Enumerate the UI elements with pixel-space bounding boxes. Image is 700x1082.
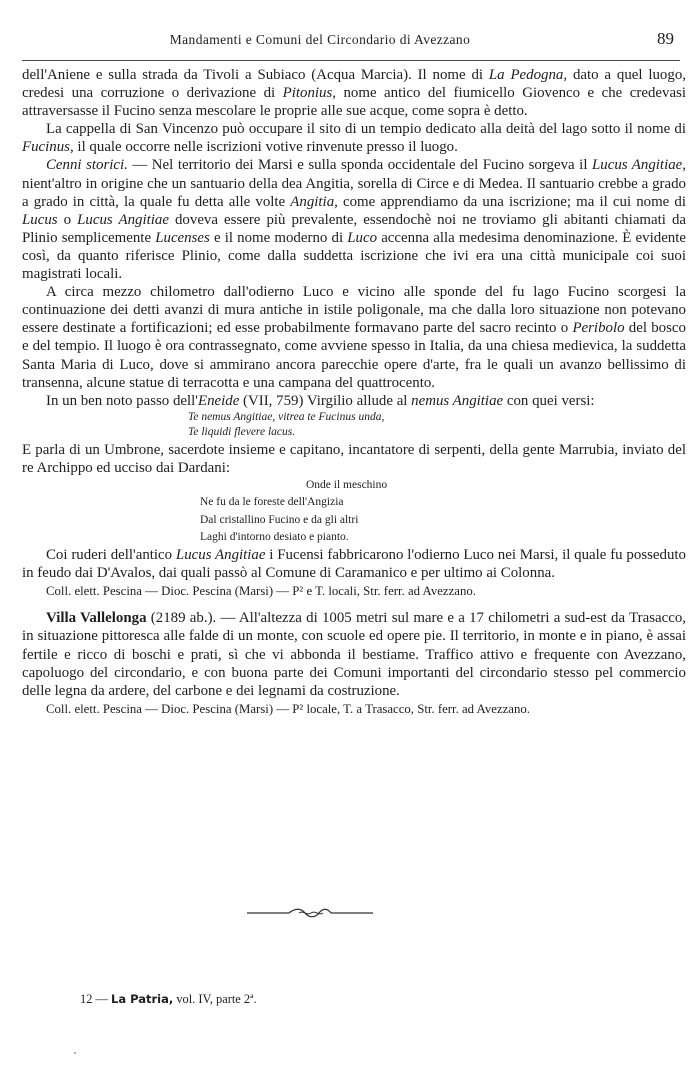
paragraph bbox=[22, 546, 686, 582]
italic-term: Lucenses bbox=[155, 229, 210, 246]
electoral-citation: Coll. elett. Pescina — Dioc. Pescina (Marsi) — P² locale, T. a Trasacco, Str. ferr. ad Avezzano. bbox=[46, 701, 530, 716]
entry-name: Villa Vallelonga bbox=[46, 610, 147, 627]
italic-term: Lucus Angitiae bbox=[175, 547, 266, 564]
latin-quotation bbox=[188, 410, 686, 441]
text-run: (VII, 759) Virgilio allude al bbox=[239, 392, 412, 409]
poem-quotation bbox=[200, 477, 686, 546]
poem-line: Dal cristallino Fucino e da gli altri bbox=[200, 513, 359, 526]
running-title: Mandamenti e Comuni del Circondario di Avezzano bbox=[169, 32, 471, 47]
volume-info: vol. IV, parte 2ª. bbox=[173, 992, 257, 1006]
paragraph bbox=[22, 392, 686, 410]
paragraph bbox=[22, 120, 686, 156]
italic-term: La Pedogna, bbox=[488, 67, 568, 83]
text-run: A circa mezzo chilometro dall'odierno Luco e vicino alle sponde del fu lago Fucino scorgesi la continuazione dei detti avanzi di mura antiche in istile poligonale, ma che dalla loro situazione non potevano essere destinate a fortificazioni; ed esse probabilmente formavano parte del sacro recinto o bbox=[22, 284, 686, 337]
paragraph-cenni-storici bbox=[22, 156, 686, 283]
poem-line: Ne fu da le foreste dell'Angizia bbox=[200, 496, 344, 509]
text-run: — Nel territorio dei Marsi e sulla sponda occidentale del Fucino sorgeva il bbox=[127, 157, 592, 174]
italic-term: Lucus bbox=[22, 211, 58, 228]
text-run: con quei versi: bbox=[503, 392, 595, 409]
text-run: Coi ruderi dell'antico bbox=[46, 547, 176, 564]
paragraph bbox=[22, 283, 686, 392]
main-text bbox=[22, 66, 686, 718]
italic-term: Angitia, bbox=[290, 193, 338, 210]
text-run: dell'Aniene e sulla strada da Tivoli a Subiaco (Acqua Marcia). Il nome di bbox=[22, 67, 489, 83]
italic-term: Peribolo bbox=[572, 320, 625, 337]
text-run: (2189 ab.). — All'altezza di 1005 metri sul mare e a 17 chilometri a sud-est da Trasacco, in situazione pittoresca alle falde di un monte, con scuole ed opere pie. Il territorio, in monte e in piano, è assai fertile e ricco di boschi e prati, sì che vi abbonda il bestiame. Traffico attivo e frequente con Avezzano, capoluogo del circondario, e con buona parte dei Comuni importanti del circondario stesso pel commercio delle legna da ardere, del carbone e dei legnami da costruzione. bbox=[22, 610, 687, 699]
text-run: dato a quel luogo, credesi una corruzione o derivazione di bbox=[22, 67, 686, 102]
italic-term: Luco bbox=[347, 229, 378, 246]
poem-line: Onde il meschino bbox=[306, 478, 388, 491]
poem-line: Laghi d'intorno desiato e pianto. bbox=[200, 530, 349, 543]
text-run: La cappella di San Vincenzo può occupare il sito di un tempio dedicato alla deità del lago sotto il nome di bbox=[46, 121, 686, 138]
text-run: o bbox=[57, 211, 78, 228]
ornament-divider bbox=[245, 906, 375, 920]
page-number: 89 bbox=[657, 29, 674, 48]
quote-line: Te liquidi flevere lacus. bbox=[188, 426, 296, 439]
entry-villa-vallelonga bbox=[22, 609, 686, 699]
paragraph bbox=[22, 66, 686, 120]
italic-term: Lucus Angitiae bbox=[77, 211, 169, 228]
italic-term: Lucus Angitiae, bbox=[591, 157, 686, 174]
paragraph: E parla di un Umbrone, sacerdote insieme e capitano, incantatore di serpenti, della gente Marrubia, inviato del re Archippo ed ucciso dai Dardani: bbox=[22, 441, 686, 476]
text-run: doveva essere più prevalente, essendochè noi ne troviamo gli abitanti chiamati da Plinio semplicemente bbox=[22, 211, 687, 246]
header-rule bbox=[22, 60, 680, 61]
text-run: e il nome moderno di bbox=[209, 229, 348, 246]
electoral-citation: Coll. elett. Pescina — Dioc. Pescina (Marsi) — P² e T. locali, Str. ferr. ad Avezzano. bbox=[46, 584, 476, 599]
italic-term: Eneide bbox=[197, 392, 240, 409]
text-run: del bosco e del tempio. Il luogo è ora contrassegnato, come avviene spesso in Italia, da una chiesa medievica, la suddetta Santa Maria di Luco, dove si ammirano ancora parecchie opere d'arte, fra le quali un avanzo bellissimo di transenna, alcune statue di terracotta e una campana del quattrocento. bbox=[22, 320, 686, 391]
text-run: come apprendiamo da una iscrizione; ma il cui nome di bbox=[337, 193, 686, 210]
text-run: accenna alla medesima denominazione. È evidente così, da quanto riferisce Plinio, come dalla suddetta iscrizione che ivi era una città municipale coi suoi magistrati locali. bbox=[22, 229, 686, 283]
signature-number: 12 — bbox=[80, 992, 108, 1006]
running-head bbox=[22, 29, 678, 54]
italic-term: Fucinus, bbox=[22, 139, 74, 156]
quote-line: Te nemus Angitiae, vitrea te Fucinus unda, bbox=[188, 410, 385, 423]
spacer bbox=[22, 600, 686, 609]
text-run: In un ben noto passo dell' bbox=[46, 392, 198, 409]
page-footer bbox=[80, 992, 257, 1007]
text-run: il quale occorre nelle iscrizioni votive rinvenute presso il luogo. bbox=[73, 139, 458, 156]
section-heading: Cenni storici. bbox=[46, 157, 128, 174]
text-run: nome antico del fiumicello Giovenco e che credevasi attraversasse il Fucino senza mescolare le proprie alle sue acque, come sopra è detto. bbox=[22, 85, 686, 120]
italic-term: nemus Angitiae bbox=[411, 392, 504, 409]
paper-speck bbox=[74, 1052, 76, 1054]
italic-term: Pitonius, bbox=[282, 85, 336, 102]
text-run: nient'altro in origine che un santuario della dea Angitia, sorella di Circe e di Medea. Il santuario crebbe a grado a grado in città, la quale fu detta alle volte bbox=[22, 175, 686, 210]
series-title: La Patria, bbox=[111, 992, 174, 1006]
text-run: i Fucensi fabbricarono l'odierno Luco nei Marsi, il quale fu posseduto in feudo dai D'Avalos, dai quali passò al Comune di Caramanico e per ultimo ai Colonna. bbox=[22, 547, 686, 582]
